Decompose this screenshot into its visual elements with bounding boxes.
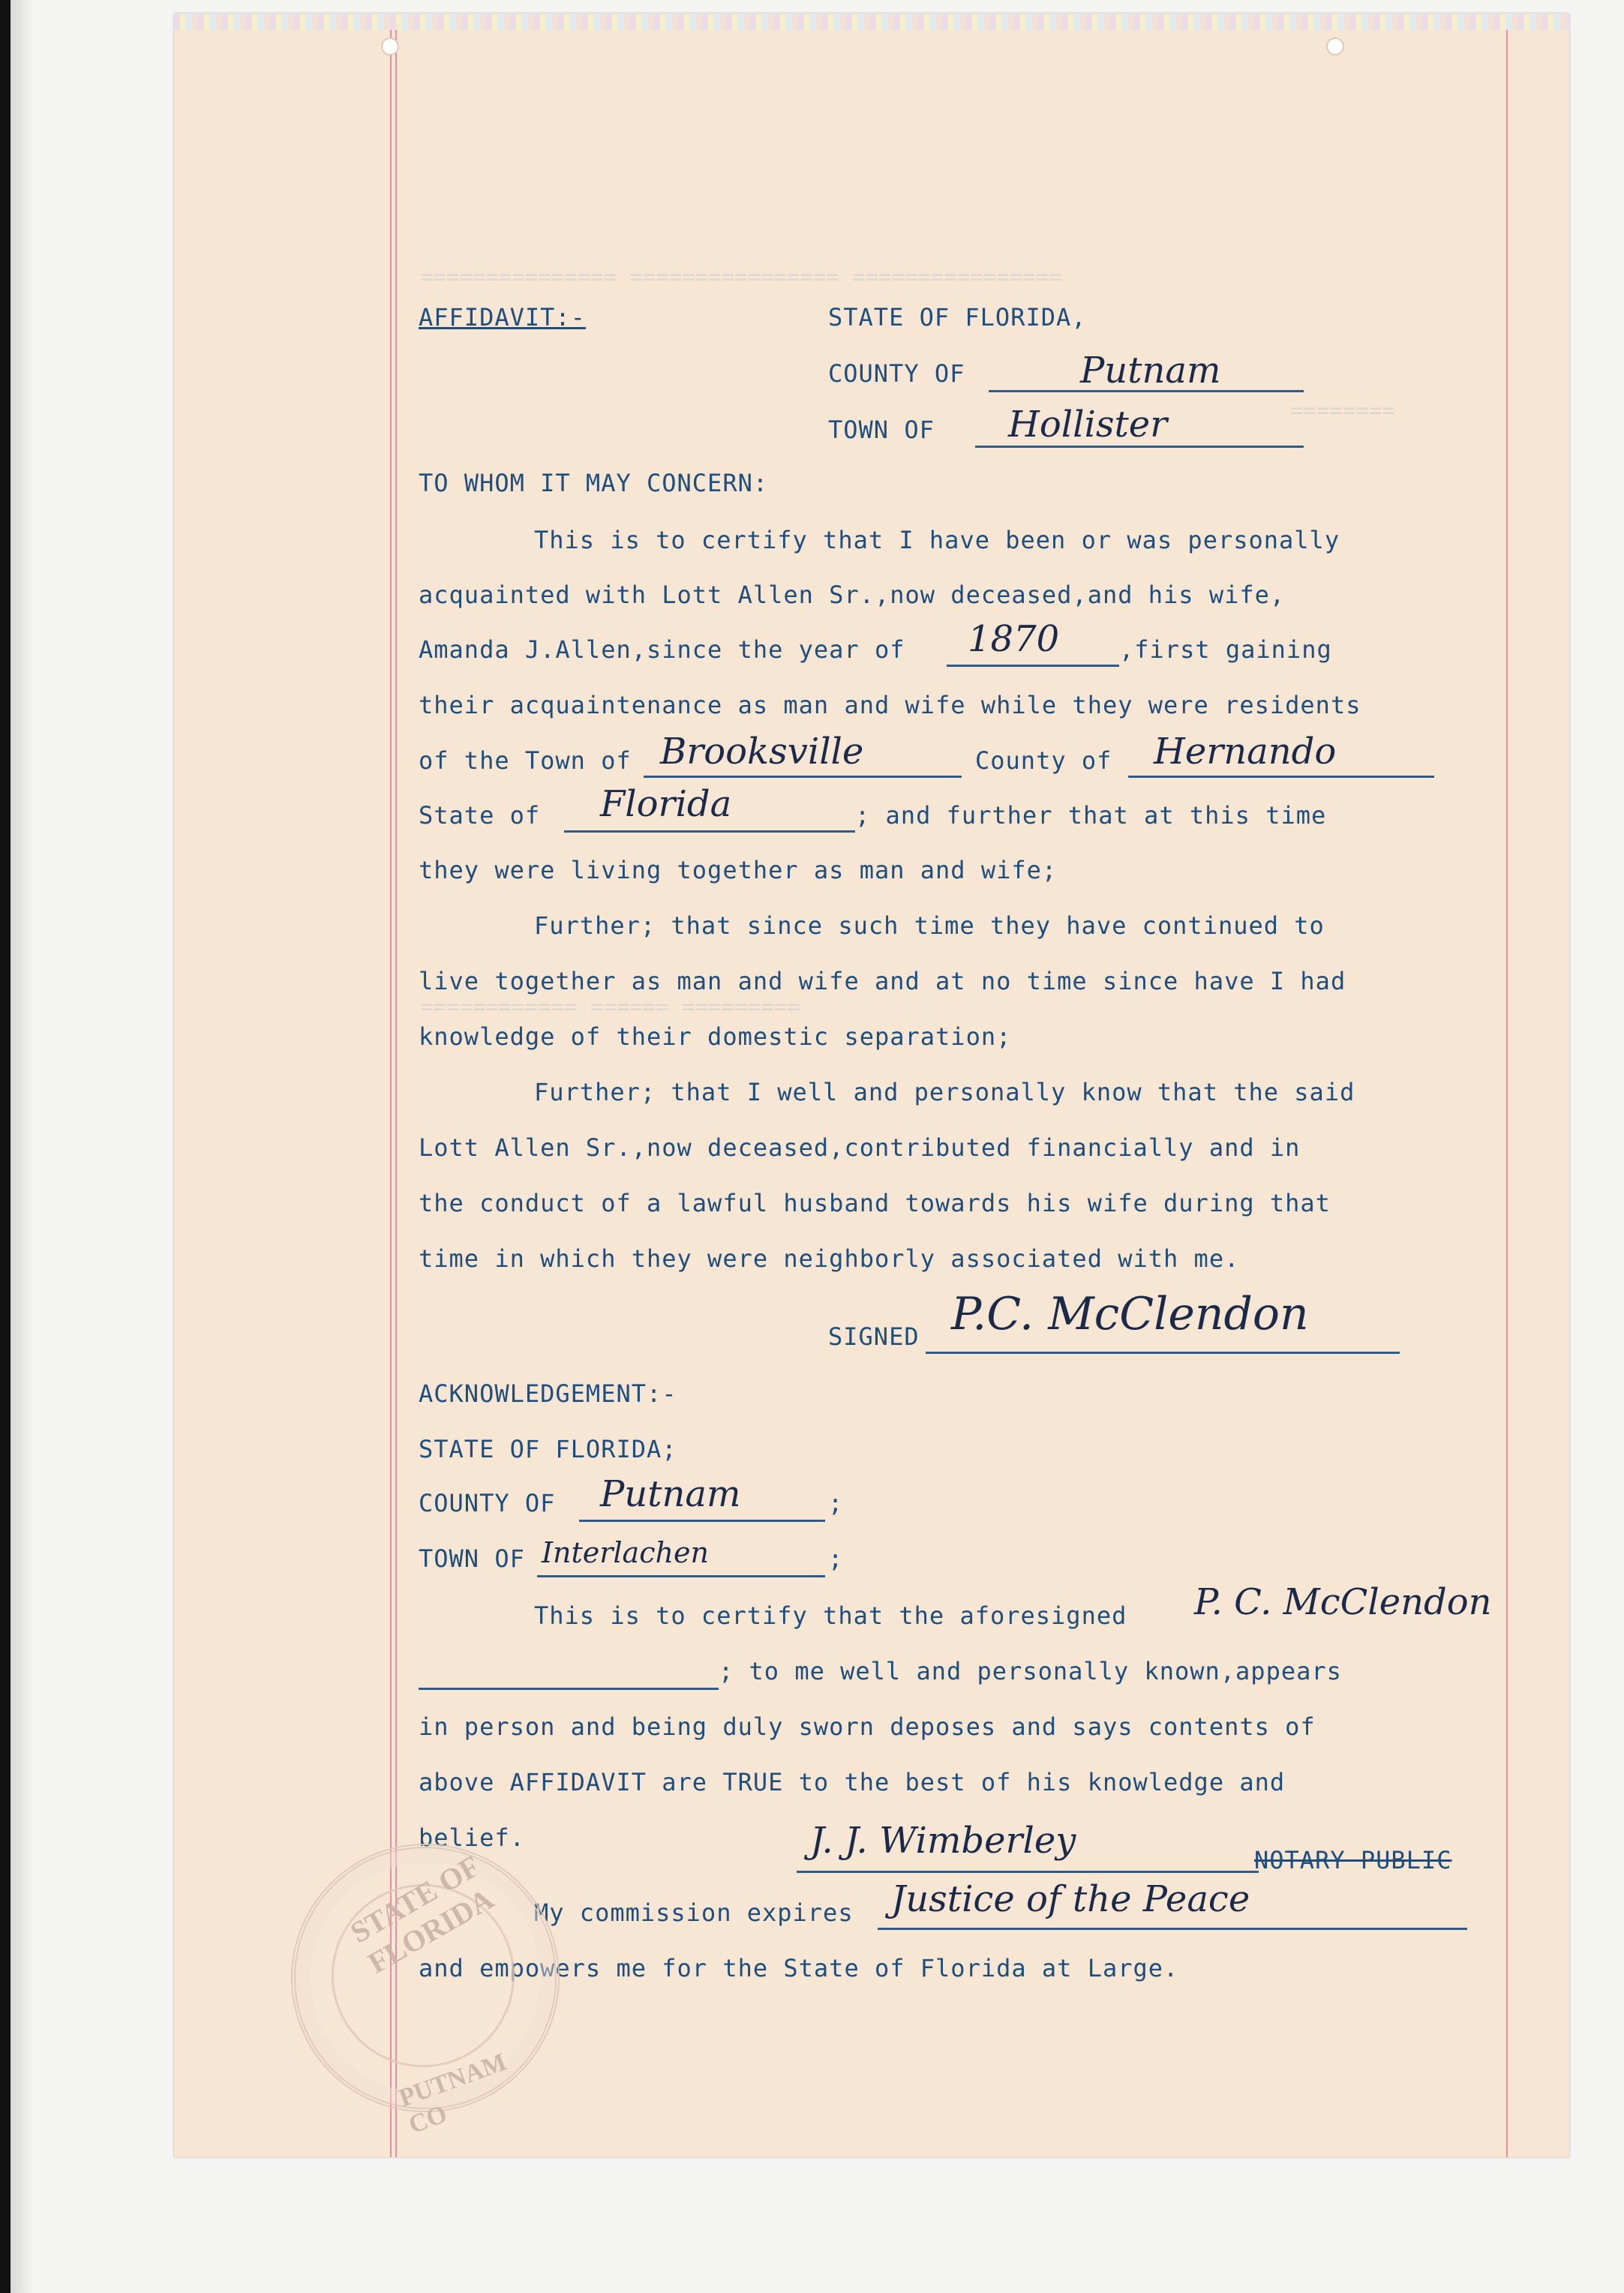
scan-shadow bbox=[11, 0, 33, 2293]
body-line: State of bbox=[419, 801, 541, 830]
body-line: Lott Allen Sr.,now deceased,contributed financially and in bbox=[419, 1133, 1301, 1162]
body-line: ,first gaining bbox=[1119, 635, 1332, 664]
body-line: This is to certify that I have been or was personally bbox=[534, 526, 1340, 554]
body-line: County of bbox=[975, 746, 1112, 775]
body-line: time in which they were neighborly associated with me. bbox=[419, 1244, 1240, 1273]
punch-hole bbox=[381, 38, 399, 56]
body-line: acquainted with Lott Allen Sr.,now deceased,and his wife, bbox=[419, 581, 1286, 609]
ack-person-handwritten: P. C. McClendon bbox=[1194, 1581, 1492, 1623]
ack-blank-field bbox=[419, 1655, 719, 1690]
body-line: the conduct of a lawful husband towards his wife during that bbox=[419, 1189, 1331, 1217]
county-label: COUNTY OF bbox=[828, 359, 965, 388]
body-line: Amanda J.Allen,since the year of bbox=[419, 635, 905, 664]
body-line: Further; that since such time they have continued to bbox=[534, 911, 1325, 940]
state-of-handwritten: Florida bbox=[600, 783, 732, 825]
ack-semicolon: ; bbox=[828, 1489, 844, 1517]
notary-signature-handwritten: J. J. Wimberley bbox=[810, 1820, 1076, 1862]
town-of-handwritten: Brooksville bbox=[660, 731, 864, 773]
body-line: of the Town of bbox=[419, 746, 632, 775]
ack-line: in person and being duly sworn deposes and says contents of bbox=[419, 1712, 1316, 1741]
body-line: they were living together as man and wife; bbox=[419, 856, 1058, 884]
body-line: Further; that I well and personally know that the said bbox=[534, 1078, 1355, 1106]
notary-public-label: NOTARY PUBLIC bbox=[1254, 1846, 1452, 1874]
bleed-through-text: ========= ====== ============ bbox=[420, 994, 800, 1019]
affidavit-heading: AFFIDAVIT:- bbox=[419, 303, 586, 332]
ack-town-label: TOWN OF bbox=[419, 1544, 525, 1573]
ack-line: My commission expires bbox=[534, 1898, 854, 1927]
ack-state: STATE OF FLORIDA; bbox=[419, 1435, 677, 1463]
county-of-handwritten: Hernando bbox=[1154, 731, 1337, 773]
salutation: TO WHOM IT MAY CONCERN: bbox=[419, 469, 769, 497]
body-line: ; and further that at this time bbox=[855, 801, 1327, 830]
body-line: their acquaintenance as man and wife while they were residents bbox=[419, 691, 1361, 719]
county-handwritten: Putnam bbox=[1080, 350, 1221, 392]
ack-heading: ACKNOWLEDGEMENT:- bbox=[419, 1379, 677, 1408]
paper-top-edge bbox=[174, 14, 1569, 30]
signature-handwritten: P.C. McClendon bbox=[951, 1288, 1309, 1340]
town-handwritten: Hollister bbox=[1008, 404, 1168, 446]
year-handwritten: 1870 bbox=[968, 618, 1060, 660]
seal-text: STATE OF FLORIDA bbox=[344, 1849, 500, 1980]
ack-town-handwritten: Interlachen bbox=[542, 1536, 709, 1569]
town-label: TOWN OF bbox=[828, 416, 935, 444]
margin-line bbox=[395, 30, 397, 2157]
ack-line: above AFFIDAVIT are TRUE to the best of his knowledge and bbox=[419, 1768, 1286, 1796]
punch-hole bbox=[1326, 38, 1344, 56]
bleed-through-text: ================ ================ =============== bbox=[420, 264, 1062, 290]
ack-line: This is to certify that the aforesigned bbox=[534, 1601, 1127, 1630]
body-line: knowledge of their domestic separation; bbox=[419, 1022, 1012, 1051]
ack-line: and empowers me for the State of Florida at Large. bbox=[419, 1954, 1179, 1982]
commission-handwritten: Justice of the Peace bbox=[891, 1878, 1250, 1920]
scan-border bbox=[0, 0, 11, 2293]
bleed-through-text: ======== bbox=[1290, 398, 1395, 423]
body-line: live together as man and wife and at no time since have I had bbox=[419, 967, 1346, 995]
ack-line: belief. bbox=[419, 1823, 525, 1852]
margin-line bbox=[1506, 30, 1508, 2157]
seal-text: PUTNAM CO bbox=[395, 2048, 511, 2139]
margin-line bbox=[390, 30, 392, 2157]
ack-county-label: COUNTY OF bbox=[419, 1489, 556, 1517]
ack-county-handwritten: Putnam bbox=[600, 1473, 741, 1515]
signed-label: SIGNED bbox=[828, 1322, 920, 1351]
ack-line: ; to me well and personally known,appears bbox=[719, 1657, 1342, 1685]
ack-semicolon: ; bbox=[828, 1544, 844, 1573]
embossed-seal bbox=[291, 1844, 560, 2139]
state-line: STATE OF FLORIDA, bbox=[828, 303, 1087, 332]
